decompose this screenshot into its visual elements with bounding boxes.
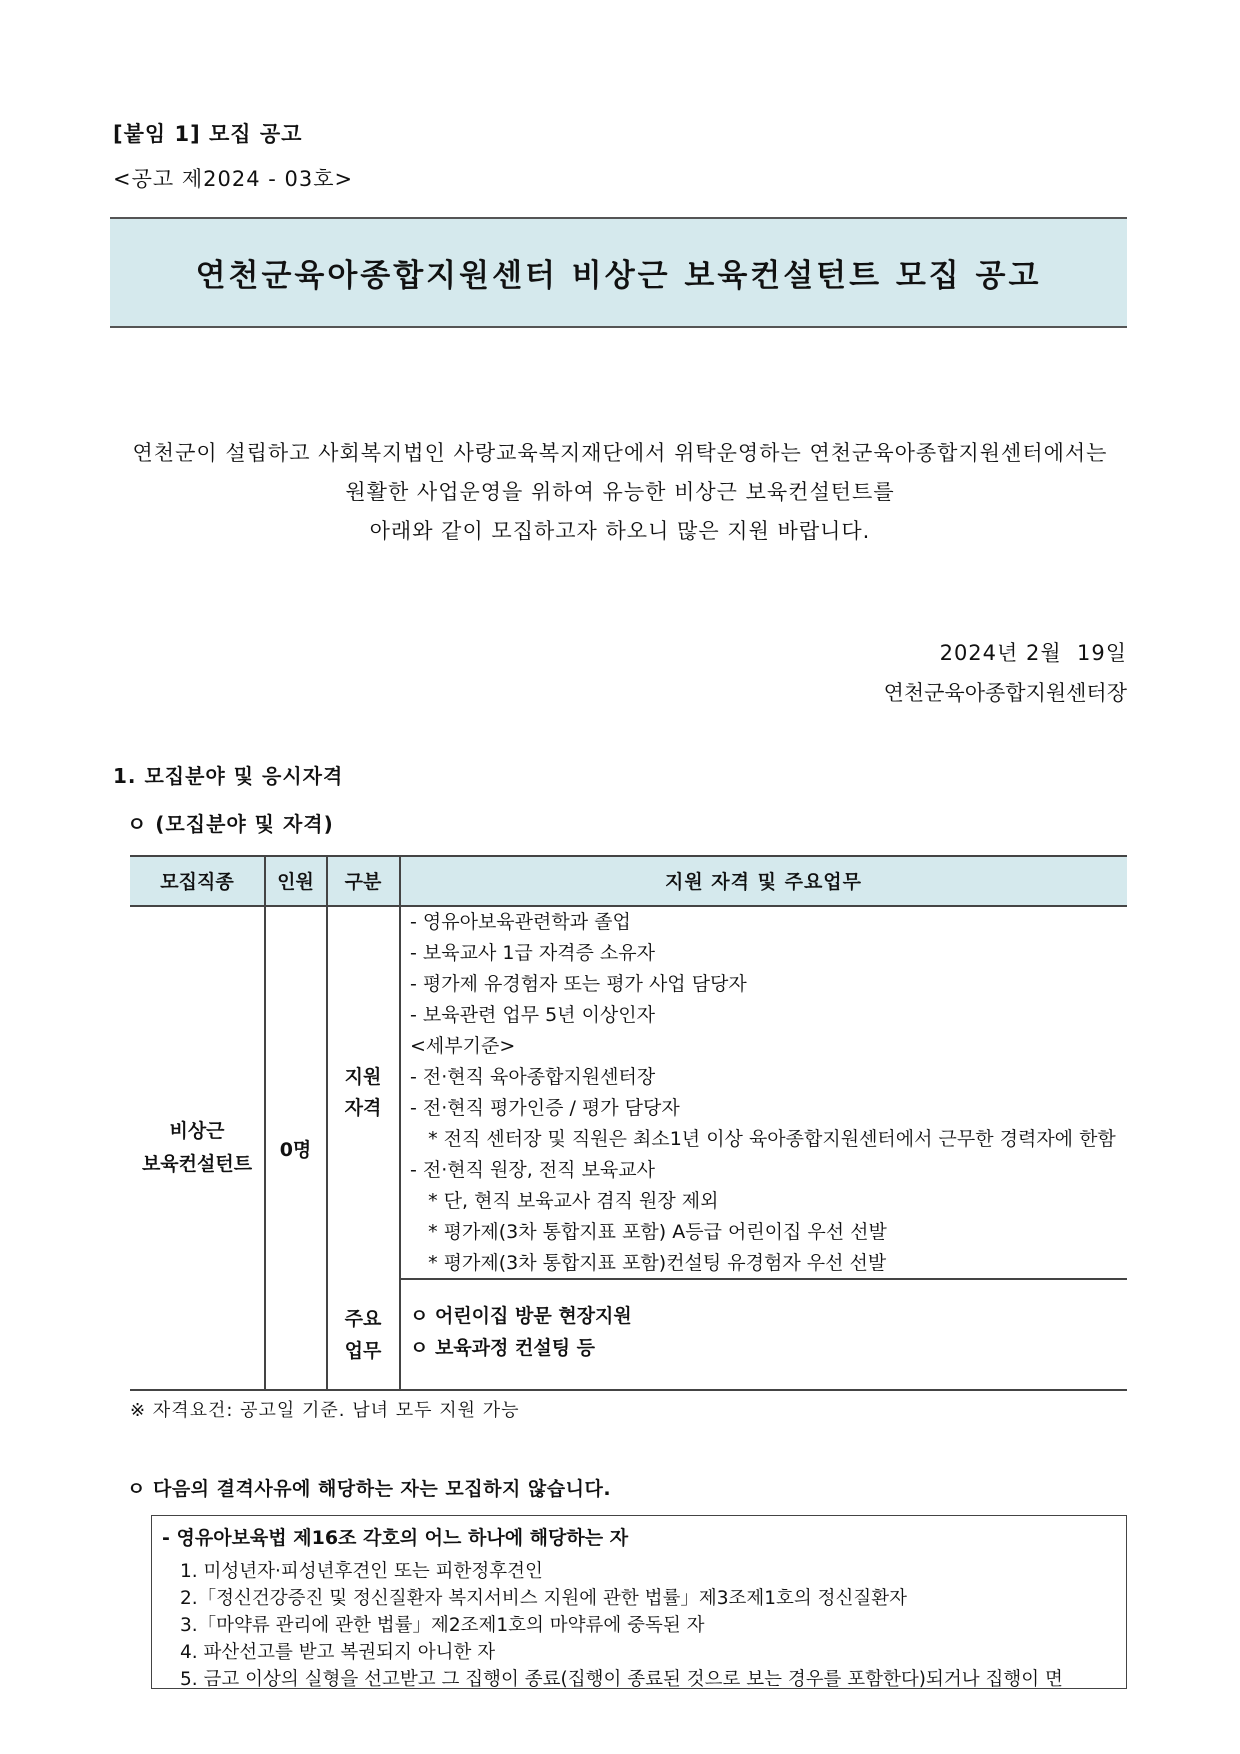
section-1-subheading: ㅇ (모집분야 및 자격) — [127, 812, 334, 836]
list-item: - 보육교사 1급 자격증 소유자 — [410, 942, 655, 964]
job-title-line-1: 비상근 — [169, 1120, 225, 1142]
headcount-cell: 0명 — [279, 1138, 312, 1161]
document-title: 연천군육아종합지원센터 비상근 보육컨설턴트 모집 공고 — [195, 258, 1042, 294]
list-item: - 평가제 유경험자 또는 평가 사업 담당자 — [410, 973, 747, 995]
notice-number: <공고 제2024 - 03호> — [113, 167, 354, 191]
list-item: - 전·현직 평가인증 / 평가 담당자 — [410, 1097, 680, 1119]
header-headcount: 인원 — [277, 870, 314, 893]
list-item: 3.「마약류 관리에 관한 법률」제2조제1호의 마약류에 중독된 자 — [180, 1615, 705, 1636]
section-1-heading: 1. 모집분야 및 응시자격 — [113, 764, 344, 788]
list-item: * 전직 센터장 및 직원은 최소1년 이상 육아종합지원센터에서 근무한 경력자에 한함 — [410, 1128, 1116, 1150]
qualification-label-line-1: 지원 — [344, 1065, 382, 1088]
header-job-type: 모집직종 — [160, 870, 234, 893]
issuer-name: 연천군육아종합지원센터장 — [883, 681, 1127, 705]
header-qualifications-duties: 지원 자격 및 주요업무 — [664, 870, 863, 893]
job-title-cell — [130, 907, 264, 1389]
notice-date: 2024년 2월 19일 — [939, 641, 1127, 665]
duty-label-cell — [327, 1280, 399, 1389]
disqualification-list — [180, 1558, 1063, 1693]
list-item: - 영유아보육관련학과 졸업 — [410, 911, 631, 933]
list-item: ㅇ 보육과정 컨설팅 등 — [410, 1337, 596, 1359]
disqualification-box-heading: - 영유아보육법 제16조 각호의 어느 하나에 해당하는 자 — [162, 1527, 629, 1549]
list-item: ㅇ 어린이집 방문 현장지원 — [410, 1305, 632, 1327]
intro-line-1: 연천군이 설립하고 사회복지법인 사랑교육복지재단에서 위탁운영하는 연천군육아종합지원센터에서는 — [132, 441, 1108, 465]
list-item: - 보육관련 업무 5년 이상인자 — [410, 1004, 655, 1026]
disqualification-box — [151, 1515, 1127, 1689]
job-title-line-2: 보육컨설턴트 — [141, 1153, 253, 1175]
list-item: * 평가제(3차 통합지표 포함) A등급 어린이집 우선 선발 — [410, 1221, 887, 1243]
disqualification-heading: ㅇ 다음의 결격사유에 해당하는 자는 모집하지 않습니다. — [127, 1478, 612, 1500]
eligibility-note: ※ 자격요건: 공고일 기준. 남녀 모두 지원 가능 — [130, 1400, 520, 1421]
list-item: - 전·현직 원장, 전직 보육교사 — [410, 1159, 655, 1181]
title-banner — [110, 217, 1127, 328]
recruitment-table — [130, 855, 1127, 1391]
list-item: 5. 금고 이상의 실형을 선고받고 그 집행이 종료(집행이 종료된 것으로 보는 경우를 포함한다)되거나 집행이 면 — [180, 1669, 1063, 1690]
list-item: - 전·현직 육아종합지원센터장 — [410, 1066, 656, 1088]
list-item: 2.「정신건강증진 및 정신질환자 복지서비스 지원에 관한 법률」제3조제1호의 정신질환자 — [180, 1588, 907, 1609]
list-item: 1. 미성년자·피성년후견인 또는 피한정후견인 — [180, 1561, 543, 1582]
list-item: * 단, 현직 보육교사 겸직 원장 제외 — [410, 1190, 719, 1212]
intro-line-2: 원활한 사업운영을 위하여 유능한 비상근 보육컨설턴트를 — [345, 480, 895, 504]
intro-line-3: 아래와 같이 모집하고자 하오니 많은 지원 바랍니다. — [369, 519, 871, 543]
qualification-label-cell — [327, 907, 399, 1278]
list-item: 4. 파산선고를 받고 복권되지 아니한 자 — [180, 1642, 496, 1663]
qualification-list — [410, 907, 1120, 1279]
list-item: * 평가제(3차 통합지표 포함)컨설팅 유경험자 우선 선발 — [410, 1252, 887, 1274]
qualification-label-line-2: 자격 — [344, 1096, 382, 1119]
duty-label-line-1: 주요 — [344, 1307, 382, 1330]
header-category: 구분 — [344, 870, 382, 893]
attachment-label: [붙임 1] 모집 공고 — [113, 122, 303, 146]
duty-label-line-2: 업무 — [344, 1339, 382, 1362]
duty-list — [410, 1300, 1120, 1364]
list-item: <세부기준> — [410, 1035, 516, 1057]
